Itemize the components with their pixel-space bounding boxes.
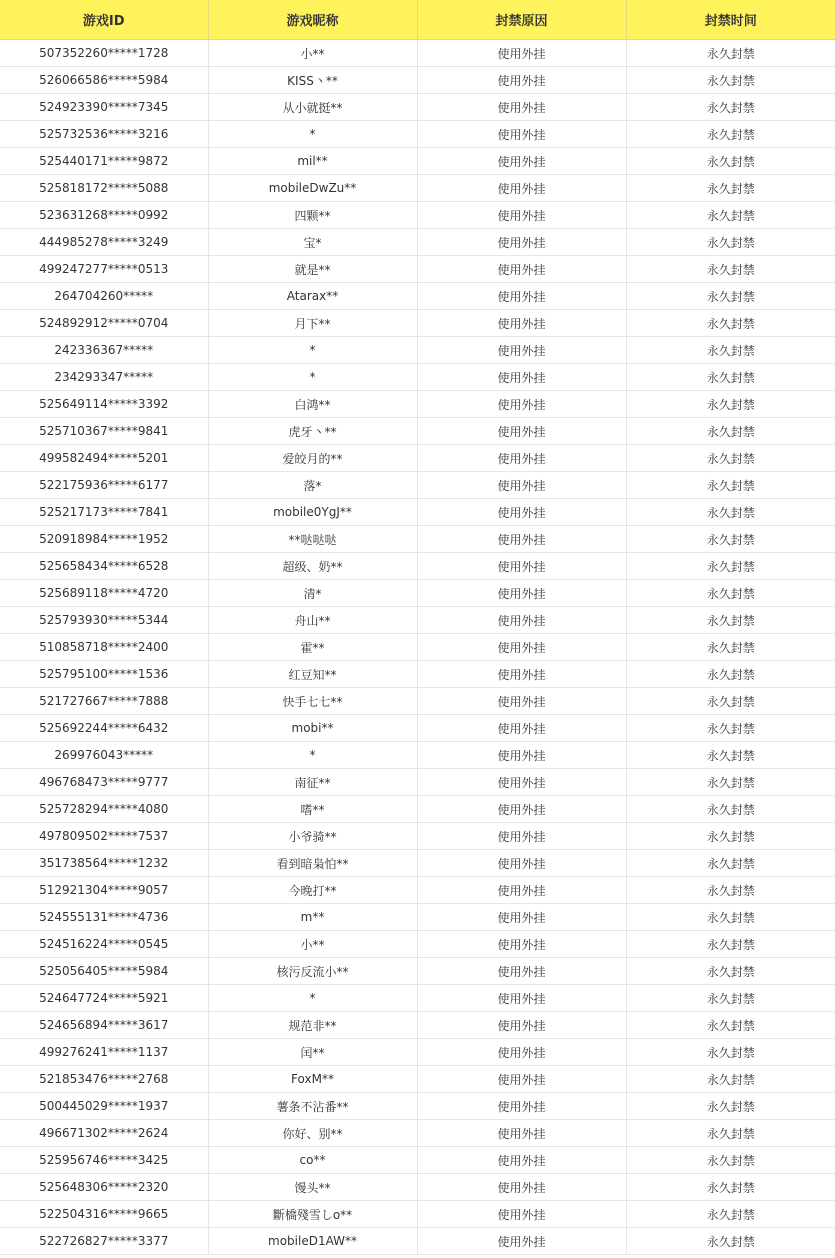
cell-nickname: 从小就挺** — [208, 94, 417, 121]
table-row — [0, 1120, 835, 1147]
cell-ban-time: 永久封禁 — [626, 202, 835, 229]
table-row — [0, 526, 835, 553]
table-row — [0, 67, 835, 94]
cell-ban-time: 永久封禁 — [626, 499, 835, 526]
table-row — [0, 796, 835, 823]
table-row — [0, 229, 835, 256]
cell-ban-reason: 使用外挂 — [417, 661, 626, 688]
cell-nickname: * — [208, 121, 417, 148]
cell-ban-time: 永久封禁 — [626, 67, 835, 94]
cell-nickname: * — [208, 742, 417, 769]
table-body — [0, 40, 835, 1255]
cell-nickname: 月下** — [208, 310, 417, 337]
cell-ban-reason: 使用外挂 — [417, 418, 626, 445]
cell-ban-reason: 使用外挂 — [417, 310, 626, 337]
cell-game-id: 522175936*****6177 — [0, 472, 208, 499]
cell-game-id: 524555131*****4736 — [0, 904, 208, 931]
cell-nickname: FoxM** — [208, 1066, 417, 1093]
table-row — [0, 769, 835, 796]
cell-game-id: 525689118*****4720 — [0, 580, 208, 607]
cell-ban-reason: 使用外挂 — [417, 796, 626, 823]
cell-ban-time: 永久封禁 — [626, 1012, 835, 1039]
cell-nickname: mobile0YgJ** — [208, 499, 417, 526]
cell-ban-time: 永久封禁 — [626, 229, 835, 256]
table-row — [0, 94, 835, 121]
cell-game-id: 524647724*****5921 — [0, 985, 208, 1012]
cell-nickname: 爱皎月的** — [208, 445, 417, 472]
cell-ban-reason: 使用外挂 — [417, 553, 626, 580]
cell-game-id: 444985278*****3249 — [0, 229, 208, 256]
cell-ban-reason: 使用外挂 — [417, 175, 626, 202]
cell-ban-time: 永久封禁 — [626, 742, 835, 769]
table-row — [0, 742, 835, 769]
table-row — [0, 580, 835, 607]
cell-game-id: 525217173*****7841 — [0, 499, 208, 526]
cell-ban-time: 永久封禁 — [626, 364, 835, 391]
cell-game-id: 522726827*****3377 — [0, 1228, 208, 1255]
cell-ban-reason: 使用外挂 — [417, 1228, 626, 1255]
cell-game-id: 525793930*****5344 — [0, 607, 208, 634]
cell-ban-time: 永久封禁 — [626, 769, 835, 796]
column-header-nickname: 游戏昵称 — [208, 0, 417, 40]
cell-ban-time: 永久封禁 — [626, 1228, 835, 1255]
cell-game-id: 499582494*****5201 — [0, 445, 208, 472]
cell-game-id: 524656894*****3617 — [0, 1012, 208, 1039]
cell-ban-reason: 使用外挂 — [417, 526, 626, 553]
cell-ban-time: 永久封禁 — [626, 904, 835, 931]
cell-nickname: 落* — [208, 472, 417, 499]
cell-ban-reason: 使用外挂 — [417, 94, 626, 121]
cell-ban-reason: 使用外挂 — [417, 769, 626, 796]
cell-ban-time: 永久封禁 — [626, 823, 835, 850]
cell-ban-time: 永久封禁 — [626, 391, 835, 418]
cell-ban-reason: 使用外挂 — [417, 229, 626, 256]
cell-nickname: * — [208, 364, 417, 391]
cell-ban-reason: 使用外挂 — [417, 877, 626, 904]
cell-game-id: 499247277*****0513 — [0, 256, 208, 283]
table-row — [0, 931, 835, 958]
cell-nickname: 看到暗枭怕** — [208, 850, 417, 877]
table-row — [0, 715, 835, 742]
cell-nickname: m** — [208, 904, 417, 931]
cell-ban-time: 永久封禁 — [626, 1120, 835, 1147]
cell-ban-time: 永久封禁 — [626, 256, 835, 283]
cell-ban-time: 永久封禁 — [626, 94, 835, 121]
table-row — [0, 1228, 835, 1255]
header-row — [0, 0, 835, 40]
cell-ban-reason: 使用外挂 — [417, 364, 626, 391]
cell-game-id: 525056405*****5984 — [0, 958, 208, 985]
cell-ban-reason: 使用外挂 — [417, 1039, 626, 1066]
cell-nickname: mil** — [208, 148, 417, 175]
cell-ban-reason: 使用外挂 — [417, 1147, 626, 1174]
cell-game-id: 525710367*****9841 — [0, 418, 208, 445]
table-row — [0, 175, 835, 202]
cell-ban-time: 永久封禁 — [626, 1147, 835, 1174]
cell-nickname: * — [208, 337, 417, 364]
cell-ban-time: 永久封禁 — [626, 148, 835, 175]
table-row — [0, 877, 835, 904]
cell-nickname: 虎牙丶** — [208, 418, 417, 445]
table-row — [0, 985, 835, 1012]
table-row — [0, 1093, 835, 1120]
cell-ban-reason: 使用外挂 — [417, 1174, 626, 1201]
cell-ban-time: 永久封禁 — [626, 175, 835, 202]
cell-ban-time: 永久封禁 — [626, 877, 835, 904]
table-row — [0, 634, 835, 661]
cell-ban-reason: 使用外挂 — [417, 688, 626, 715]
cell-ban-reason: 使用外挂 — [417, 715, 626, 742]
table-row — [0, 256, 835, 283]
cell-game-id: 520918984*****1952 — [0, 526, 208, 553]
cell-ban-time: 永久封禁 — [626, 445, 835, 472]
cell-ban-reason: 使用外挂 — [417, 148, 626, 175]
cell-nickname: 就是** — [208, 256, 417, 283]
cell-game-id: 496768473*****9777 — [0, 769, 208, 796]
cell-game-id: 264704260***** — [0, 283, 208, 310]
cell-game-id: 524516224*****0545 — [0, 931, 208, 958]
table-row — [0, 1066, 835, 1093]
cell-game-id: 525692244*****6432 — [0, 715, 208, 742]
cell-game-id: 525728294*****4080 — [0, 796, 208, 823]
table-row — [0, 1039, 835, 1066]
cell-game-id: 525732536*****3216 — [0, 121, 208, 148]
cell-nickname: 超级、奶** — [208, 553, 417, 580]
cell-nickname: 斷橋殘雪しo** — [208, 1201, 417, 1228]
table-row — [0, 688, 835, 715]
table-row — [0, 553, 835, 580]
table-row — [0, 607, 835, 634]
cell-ban-reason: 使用外挂 — [417, 607, 626, 634]
cell-nickname: 四颗** — [208, 202, 417, 229]
table-row — [0, 391, 835, 418]
table-row — [0, 121, 835, 148]
cell-ban-time: 永久封禁 — [626, 1093, 835, 1120]
cell-nickname: KISS丶** — [208, 67, 417, 94]
cell-nickname: 核污反流小** — [208, 958, 417, 985]
cell-ban-reason: 使用外挂 — [417, 499, 626, 526]
cell-game-id: 497809502*****7537 — [0, 823, 208, 850]
cell-game-id: 525440171*****9872 — [0, 148, 208, 175]
cell-ban-time: 永久封禁 — [626, 1066, 835, 1093]
cell-game-id: 510858718*****2400 — [0, 634, 208, 661]
cell-ban-time: 永久封禁 — [626, 1039, 835, 1066]
table-row — [0, 1012, 835, 1039]
table-header — [0, 0, 835, 40]
table-row — [0, 148, 835, 175]
cell-nickname: 馒头** — [208, 1174, 417, 1201]
cell-ban-reason: 使用外挂 — [417, 283, 626, 310]
cell-game-id: 242336367***** — [0, 337, 208, 364]
column-header-ban-time: 封禁时间 — [626, 0, 835, 40]
table-row — [0, 418, 835, 445]
cell-nickname: 嗜** — [208, 796, 417, 823]
table-row — [0, 661, 835, 688]
cell-ban-time: 永久封禁 — [626, 661, 835, 688]
cell-ban-reason: 使用外挂 — [417, 850, 626, 877]
cell-game-id: 525956746*****3425 — [0, 1147, 208, 1174]
cell-nickname: 宝* — [208, 229, 417, 256]
cell-game-id: 524892912*****0704 — [0, 310, 208, 337]
cell-ban-reason: 使用外挂 — [417, 634, 626, 661]
cell-ban-reason: 使用外挂 — [417, 742, 626, 769]
table-row — [0, 202, 835, 229]
cell-game-id: 351738564*****1232 — [0, 850, 208, 877]
cell-game-id: 499276241*****1137 — [0, 1039, 208, 1066]
cell-game-id: 496671302*****2624 — [0, 1120, 208, 1147]
table-row — [0, 1201, 835, 1228]
table-row — [0, 283, 835, 310]
cell-nickname: 今晚打** — [208, 877, 417, 904]
cell-game-id: 526066586*****5984 — [0, 67, 208, 94]
cell-nickname: * — [208, 985, 417, 1012]
table-row — [0, 823, 835, 850]
table-row — [0, 1174, 835, 1201]
cell-ban-time: 永久封禁 — [626, 796, 835, 823]
cell-ban-time: 永久封禁 — [626, 526, 835, 553]
table-row — [0, 364, 835, 391]
cell-ban-reason: 使用外挂 — [417, 337, 626, 364]
cell-game-id: 524923390*****7345 — [0, 94, 208, 121]
table-row — [0, 958, 835, 985]
cell-ban-reason: 使用外挂 — [417, 1066, 626, 1093]
cell-nickname: 舟山** — [208, 607, 417, 634]
cell-ban-time: 永久封禁 — [626, 283, 835, 310]
cell-nickname: 霍** — [208, 634, 417, 661]
cell-nickname: 闰** — [208, 1039, 417, 1066]
cell-ban-time: 永久封禁 — [626, 418, 835, 445]
cell-ban-reason: 使用外挂 — [417, 1120, 626, 1147]
cell-ban-time: 永久封禁 — [626, 850, 835, 877]
cell-game-id: 525648306*****2320 — [0, 1174, 208, 1201]
cell-ban-reason: 使用外挂 — [417, 202, 626, 229]
cell-ban-time: 永久封禁 — [626, 337, 835, 364]
cell-ban-reason: 使用外挂 — [417, 121, 626, 148]
cell-game-id: 525649114*****3392 — [0, 391, 208, 418]
cell-ban-reason: 使用外挂 — [417, 472, 626, 499]
cell-nickname: Atarax** — [208, 283, 417, 310]
cell-game-id: 525818172*****5088 — [0, 175, 208, 202]
cell-ban-reason: 使用外挂 — [417, 985, 626, 1012]
cell-ban-time: 永久封禁 — [626, 40, 835, 67]
cell-nickname: 你好、别** — [208, 1120, 417, 1147]
cell-game-id: 525658434*****6528 — [0, 553, 208, 580]
cell-ban-reason: 使用外挂 — [417, 1012, 626, 1039]
table-row — [0, 310, 835, 337]
cell-game-id: 523631268*****0992 — [0, 202, 208, 229]
cell-ban-time: 永久封禁 — [626, 1201, 835, 1228]
cell-nickname: 清* — [208, 580, 417, 607]
cell-ban-reason: 使用外挂 — [417, 1093, 626, 1120]
cell-nickname: mobileDwZu** — [208, 175, 417, 202]
cell-nickname: co** — [208, 1147, 417, 1174]
cell-ban-time: 永久封禁 — [626, 553, 835, 580]
table-row — [0, 445, 835, 472]
table-row — [0, 337, 835, 364]
cell-game-id: 522504316*****9665 — [0, 1201, 208, 1228]
cell-nickname: 红豆知** — [208, 661, 417, 688]
cell-ban-reason: 使用外挂 — [417, 823, 626, 850]
cell-ban-time: 永久封禁 — [626, 472, 835, 499]
cell-nickname: **哒哒哒 — [208, 526, 417, 553]
cell-ban-time: 永久封禁 — [626, 688, 835, 715]
cell-nickname: mobileD1AW** — [208, 1228, 417, 1255]
cell-ban-time: 永久封禁 — [626, 310, 835, 337]
cell-ban-reason: 使用外挂 — [417, 931, 626, 958]
cell-game-id: 234293347***** — [0, 364, 208, 391]
cell-game-id: 512921304*****9057 — [0, 877, 208, 904]
cell-game-id: 521727667*****7888 — [0, 688, 208, 715]
cell-nickname: 小** — [208, 40, 417, 67]
cell-nickname: 南征** — [208, 769, 417, 796]
cell-ban-time: 永久封禁 — [626, 985, 835, 1012]
cell-ban-reason: 使用外挂 — [417, 256, 626, 283]
cell-game-id: 269976043***** — [0, 742, 208, 769]
cell-ban-reason: 使用外挂 — [417, 1201, 626, 1228]
table-row — [0, 904, 835, 931]
table-row — [0, 472, 835, 499]
cell-game-id: 525795100*****1536 — [0, 661, 208, 688]
cell-ban-time: 永久封禁 — [626, 634, 835, 661]
cell-ban-reason: 使用外挂 — [417, 391, 626, 418]
cell-ban-time: 永久封禁 — [626, 580, 835, 607]
cell-ban-time: 永久封禁 — [626, 121, 835, 148]
cell-game-id: 500445029*****1937 — [0, 1093, 208, 1120]
column-header-game-id: 游戏ID — [0, 0, 208, 40]
cell-ban-time: 永久封禁 — [626, 715, 835, 742]
cell-ban-time: 永久封禁 — [626, 931, 835, 958]
cell-nickname: 小** — [208, 931, 417, 958]
cell-nickname: mobi** — [208, 715, 417, 742]
table-row — [0, 499, 835, 526]
cell-nickname: 规范非** — [208, 1012, 417, 1039]
cell-ban-reason: 使用外挂 — [417, 580, 626, 607]
cell-ban-time: 永久封禁 — [626, 958, 835, 985]
cell-ban-reason: 使用外挂 — [417, 904, 626, 931]
cell-ban-time: 永久封禁 — [626, 607, 835, 634]
cell-nickname: 白鸿** — [208, 391, 417, 418]
cell-ban-reason: 使用外挂 — [417, 445, 626, 472]
table-row — [0, 850, 835, 877]
cell-nickname: 快手七七** — [208, 688, 417, 715]
table-row — [0, 1147, 835, 1174]
cell-ban-reason: 使用外挂 — [417, 40, 626, 67]
cell-nickname: 薯条不沾番** — [208, 1093, 417, 1120]
cell-game-id: 521853476*****2768 — [0, 1066, 208, 1093]
cell-game-id: 507352260*****1728 — [0, 40, 208, 67]
cell-ban-time: 永久封禁 — [626, 1174, 835, 1201]
cell-ban-reason: 使用外挂 — [417, 958, 626, 985]
column-header-ban-reason: 封禁原因 — [417, 0, 626, 40]
table-row — [0, 40, 835, 67]
cell-ban-reason: 使用外挂 — [417, 67, 626, 94]
cell-nickname: 小爷骑** — [208, 823, 417, 850]
